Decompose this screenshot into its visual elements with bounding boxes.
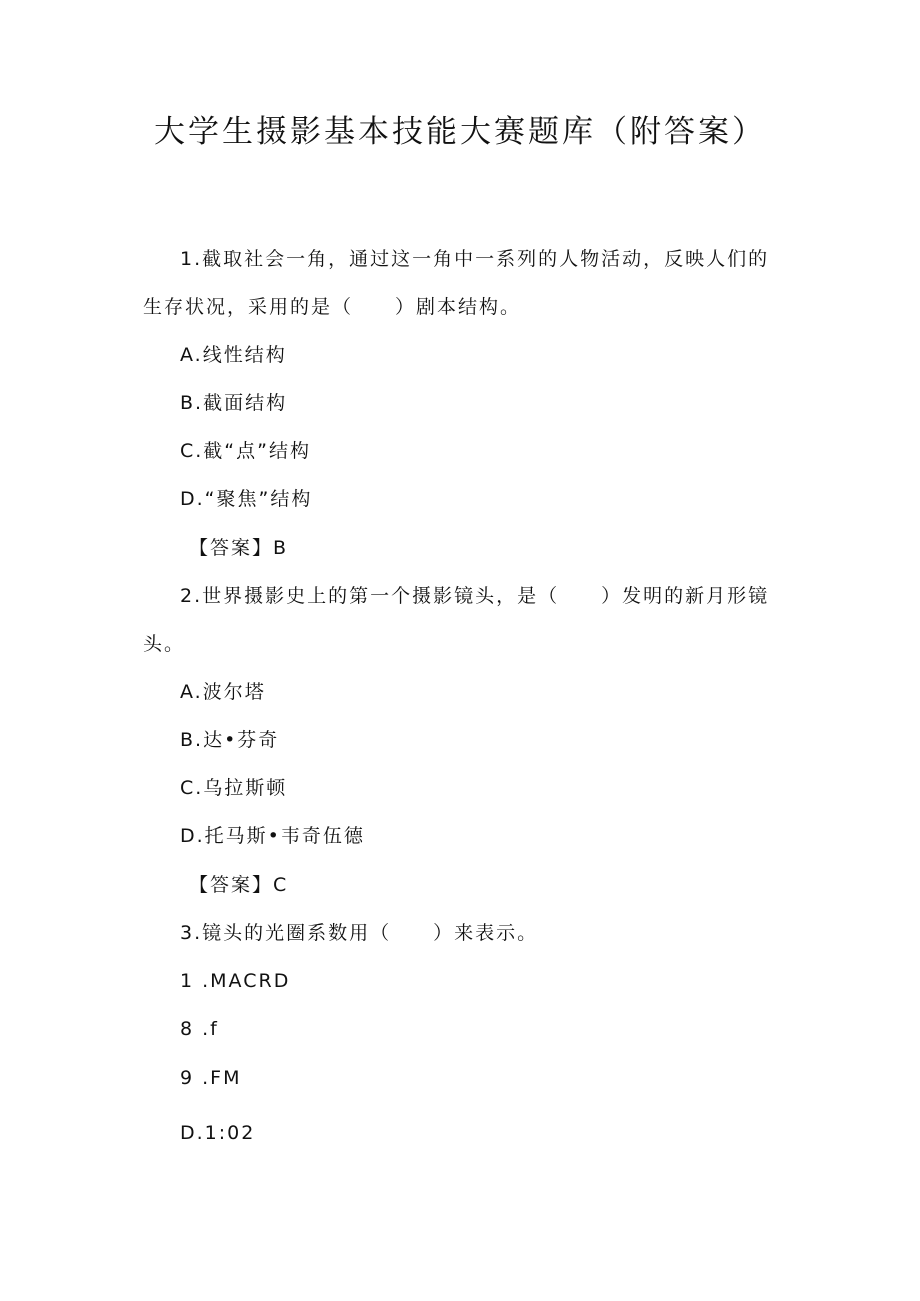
question-1-answer: 【答案】B: [189, 537, 289, 559]
question-3-option-1: 1 .MACRD: [180, 970, 291, 992]
question-3-option-d: D.1:02: [180, 1122, 256, 1144]
question-2-stem-line-2: 头。: [143, 633, 186, 655]
question-1-option-b: B.截面结构: [180, 392, 288, 414]
question-2-option-c: C.乌拉斯顿: [180, 777, 288, 799]
question-1-option-a: A.线性结构: [180, 344, 287, 366]
question-3-option-2: 8 .f: [180, 1018, 219, 1040]
question-3-option-3: 9 .FM: [180, 1067, 242, 1089]
question-1-option-d: D.“聚焦”结构: [180, 488, 313, 510]
question-1-stem-line-1: 1.截取社会一角，通过这一角中一系列的人物活动，反映人们的: [180, 248, 770, 270]
question-2-option-a: A.波尔塔: [180, 681, 266, 703]
question-1-option-c: C.截“点”结构: [180, 440, 311, 462]
question-2-option-d: D.托马斯•韦奇伍德: [180, 825, 365, 847]
page-title: 大学生摄影基本技能大赛题库（附答案）: [154, 114, 766, 150]
question-1-stem-line-2: 生存状况，采用的是（ ）剧本结构。: [143, 296, 522, 318]
question-2-option-b: B.达•芬奇: [180, 729, 280, 751]
question-2-stem-line-1: 2.世界摄影史上的第一个摄影镜头，是（ ）发明的新月形镜: [180, 585, 770, 607]
question-2-answer: 【答案】C: [189, 874, 289, 896]
question-3-stem: 3.镜头的光圈系数用（ ）来表示。: [180, 922, 539, 944]
